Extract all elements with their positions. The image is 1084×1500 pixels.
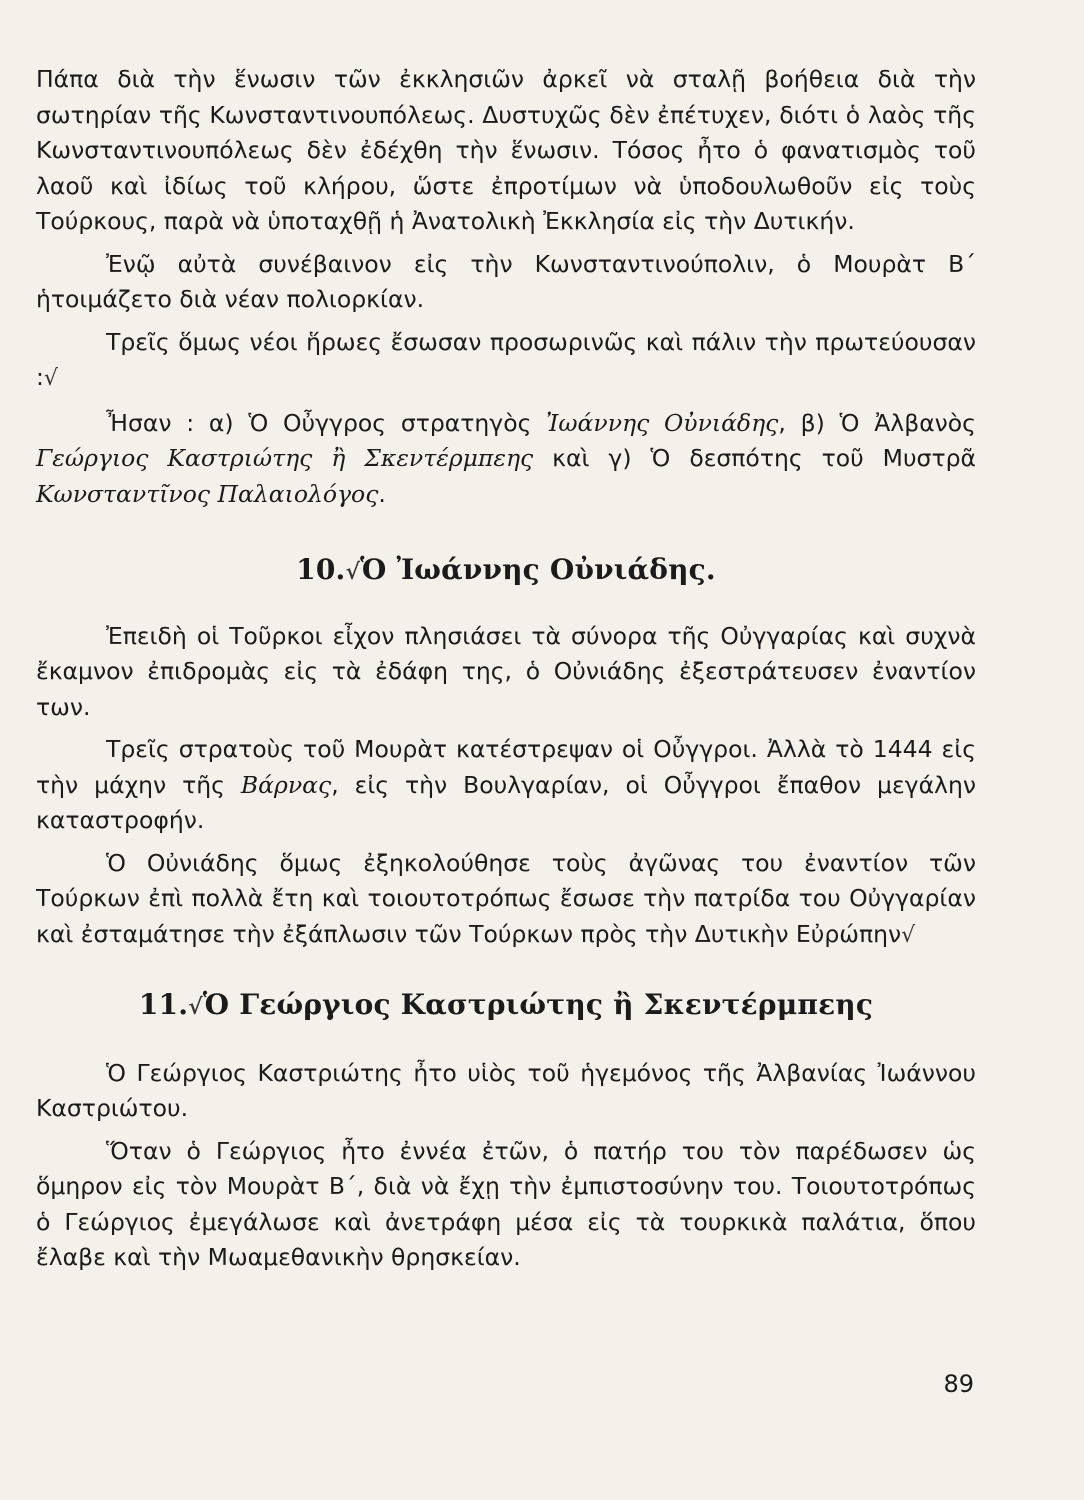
section-heading-10	[36, 552, 976, 591]
paragraph-8: Ὁ Γεώργιος Καστριώτης ἦτο υἱὸς τοῦ ἡγεμόνος τῆς Ἀλβανίας Ἰωάννου Καστριώτου.	[36, 1058, 976, 1122]
paragraph-7-text: Ὁ Οὐνιάδης ὅμως ἐξηκολούθησε τοὺς ἀγῶνας του ἐναντίον τῶν Τούρκων ἐπὶ πολλὰ ἔτη καὶ τοιουτοτρόπως ἔσωσε τὴν πατρίδα του Οὐγγαρίαν καὶ ἐσταμάτησε τὴν ἐξάπλωσιν τῶν Τούρκων πρὸς τὴν Δυτικὴν Εὐρώπην	[36, 848, 976, 948]
paragraph-2: Ἐνῷ αὐτὰ συνέβαινον εἰς τὴν Κωνσταντινούπολιν, ὁ Μουρὰτ Β΄ ἡτοιμάζετο διὰ νέαν πολιορκίαν.	[36, 249, 976, 313]
name-ioannis-ouniadis: Ἰωάννης Οὐνιάδης	[546, 408, 779, 437]
section-title: Ὁ Ἰωάννης Οὐνιάδης.	[360, 553, 716, 586]
check-mark: √	[43, 366, 58, 391]
p4-text-4: .	[378, 479, 386, 508]
check-mark: √	[901, 922, 916, 948]
page-number: 89	[943, 1370, 974, 1398]
paragraph-4	[36, 406, 976, 513]
p4-text-2: , β) Ὁ Ἀλβανὸς	[778, 408, 976, 437]
name-georgios-kastriotis: Γεώργιος Καστριώτης ἢ Σκεντέρμπεης	[36, 444, 534, 472]
check-mark: √	[345, 559, 361, 585]
paragraph-7	[36, 846, 976, 954]
p4-text-1: Ἦσαν : α) Ὁ Οὖγγρος στρατηγὸς	[106, 408, 547, 437]
check-mark: √	[188, 994, 203, 1020]
p6-text-1: Τρεῖς στρατοὺς τοῦ Μουρὰτ κατέστρεψαν οἱ Οὖγγροι. Ἀλλὰ τὸ 1444 εἰς τὴν μάχην τῆς	[36, 735, 976, 799]
paragraph-6	[36, 732, 976, 839]
paragraph-3	[36, 325, 976, 397]
p6-text-2: , εἰς τὴν Βουλγαρίαν, οἱ Οὖγγροι ἔπαθον μεγάλην καταστροφήν.	[36, 770, 976, 834]
section-heading-11	[36, 987, 976, 1026]
name-varna: Βάρνας	[240, 770, 332, 799]
page-body	[36, 62, 976, 1276]
name-konstantinos-palaiologos: Κωνσταντῖνος Παλαιολόγος	[36, 479, 379, 508]
paragraph-9: Ὅταν ὁ Γεώργιος ἦτο ἐννέα ἐτῶν, ὁ πατήρ του τὸν παρέδωσεν ὡς ὅμηρον εἰς τὸν Μουρὰτ Β΄, διὰ νὰ ἔχῃ τὴν ἐμπιστοσύνην του. Τοιουτοτρόπως ὁ Γεώργιος ἐμεγάλωσε καὶ ἀνετράφη μέσα εἰς τὰ τουρκικὰ παλάτια, ὅπου ἔλαβε καὶ τὴν Μωαμεθανικὴν θρησκείαν.	[36, 1136, 976, 1271]
section-number: 10.	[296, 553, 346, 586]
p4-text-3: καὶ γ) Ὁ δεσπότης τοῦ Μυστρᾶ	[533, 444, 976, 472]
section-title: Ὁ Γεώργιος Καστριώτης ἢ Σκεντέρμπεης	[202, 988, 874, 1021]
paragraph-1: Πάπα διὰ τὴν ἕνωσιν τῶν ἐκκλησιῶν ἀρκεῖ νὰ σταλῇ βοήθεια διὰ τὴν σωτηρίαν τῆς Κωνσταντινουπόλεως. Δυστυχῶς δὲν ἐπέτυχεν, διότι ὁ λαὸς τῆς Κωνσταντινουπόλεως δὲν ἐδέχθη τὴν ἕνωσιν. Τόσος ἦτο ὁ φανατισμὸς τοῦ λαοῦ καὶ ἰδίως τοῦ κλήρου, ὥστε ἐπροτίμων νὰ ὑποδουλωθοῦν εἰς τοὺς Τούρκους, παρὰ νὰ ὑποταχθῇ ἡ Ἀνατολικὴ Ἐκκλησία εἰς τὴν Δυτικήν.	[36, 65, 976, 235]
paragraph-3-text: Τρεῖς ὅμως νέοι ἥρωες ἔσωσαν προσωρινῶς καὶ πάλιν τὴν πρωτεύουσαν :	[36, 327, 976, 391]
paragraph-5: Ἐπειδὴ οἱ Τοῦρκοι εἶχον πλησιάσει τὰ σύνορα τῆς Οὐγγαρίας καὶ συχνὰ ἔκαμνον ἐπιδρομὰς εἰς τὰ ἐδάφη της, ὁ Οὐνιάδης ἐξεστράτευσεν ἐναντίον των.	[36, 621, 976, 721]
section-number: 11.	[138, 988, 189, 1021]
